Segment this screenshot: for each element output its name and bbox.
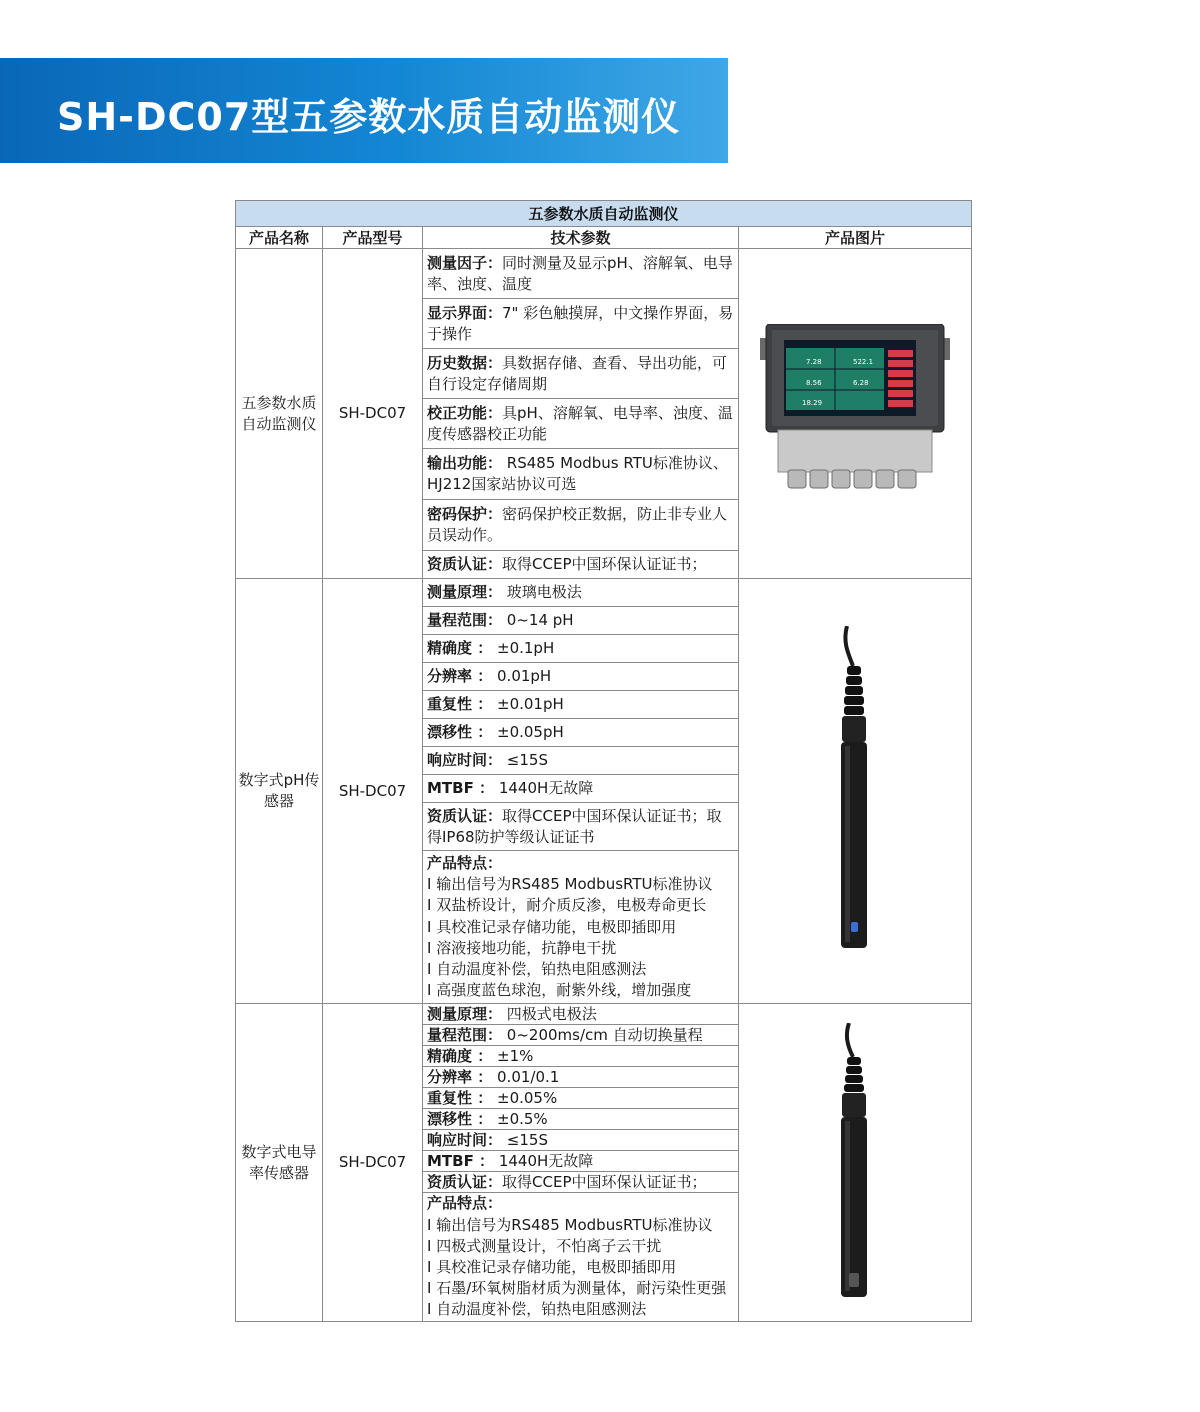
param-label: 重复性 ： xyxy=(427,1088,493,1107)
param-value: ±0.1pH xyxy=(492,639,555,657)
param-item xyxy=(423,1046,738,1067)
param-value: ±0.5% xyxy=(492,1109,548,1128)
feature-item: I 石墨/环氧树脂材质为测量体，耐污染性更强 xyxy=(427,1279,727,1298)
param-value: 0.01/0.1 xyxy=(492,1067,560,1086)
param-item xyxy=(423,1088,738,1109)
param-label: 分辨率 ： xyxy=(427,667,493,685)
param-item xyxy=(423,775,738,803)
param-item xyxy=(423,663,738,691)
screen-button xyxy=(888,400,913,407)
param-label: 精确度 ： xyxy=(427,1046,493,1065)
param-label: 输出功能： xyxy=(427,454,503,472)
product-image-cell xyxy=(739,249,972,579)
param-value: 0.01pH xyxy=(492,667,552,685)
param-value: 取得CCEP中国环保认证证书； xyxy=(502,555,707,573)
param-item xyxy=(423,635,738,663)
param-label: 资质认证： xyxy=(427,1172,503,1191)
param-item xyxy=(423,803,738,851)
param-value: 同时测量及显示pH、溶解氧、电导率、浊度、温度 xyxy=(427,253,733,293)
feature-item: I 双盐桥设计，耐介质反渗，电极寿命更长 xyxy=(427,896,707,915)
param-item xyxy=(423,1109,738,1130)
spec-table xyxy=(235,200,972,1322)
param-item xyxy=(423,551,738,578)
param-value: ±0.05pH xyxy=(492,723,564,741)
param-label: 响应时间： xyxy=(427,751,503,769)
params-list xyxy=(423,579,739,1004)
param-label: 分辨率 ： xyxy=(427,1067,493,1086)
features-block xyxy=(423,1193,738,1320)
strain-relief xyxy=(844,1057,864,1092)
param-value: ±1% xyxy=(492,1046,534,1065)
param-value: ±0.01pH xyxy=(492,695,564,713)
sensor-body xyxy=(841,1117,867,1297)
junction-box xyxy=(778,430,932,472)
param-item xyxy=(423,449,738,500)
param-item xyxy=(423,1004,738,1025)
param-value: ≤15S xyxy=(502,1130,548,1149)
param-value: 具pH、溶解氧、电导率、浊度、温度传感器校正功能 xyxy=(427,403,733,443)
sensor-cable xyxy=(847,1023,853,1057)
param-value: 具数据存储、查看、导出功能，可自行设定存储周期 xyxy=(427,353,728,393)
feature-item: I 四极式测量设计，不怕离子云干扰 xyxy=(427,1236,662,1255)
screen-button xyxy=(888,370,913,377)
param-value: 7" 彩色触摸屏，中文操作界面，易于操作 xyxy=(427,303,734,343)
param-item xyxy=(423,1025,738,1046)
header-banner xyxy=(0,58,728,163)
monitor-image xyxy=(760,324,950,504)
param-value: ≤15S xyxy=(502,751,548,769)
param-value: 0~200ms/cm 自动切换量程 xyxy=(502,1025,703,1044)
table-row-ph-sensor xyxy=(236,579,972,1004)
feature-item: I 自动温度补偿，铂热电阻感测法 xyxy=(427,1300,647,1319)
param-label: 精确度 ： xyxy=(427,639,493,657)
param-value: 四极式电极法 xyxy=(502,1004,597,1023)
product-name: 数字式电导率传感器 xyxy=(236,1004,323,1321)
param-label: 漂移性 ： xyxy=(427,723,493,741)
features-block xyxy=(423,851,738,1003)
sensor-connector xyxy=(842,716,866,742)
reading-turb: 6.28 xyxy=(853,378,869,387)
ph-sensor-image xyxy=(825,626,885,956)
product-model: SH-DC07 xyxy=(323,249,423,579)
screen-button xyxy=(888,390,913,397)
strain-relief xyxy=(844,666,864,715)
product-name: 数字式pH传感器 xyxy=(236,579,323,1004)
sensor-tip xyxy=(849,1273,859,1287)
param-value: RS485 Modbus RTU标准协议、HJ212国家站协议可选 xyxy=(427,454,728,493)
table-row-monitor xyxy=(236,249,972,579)
feature-item: I 自动温度补偿，铂热电阻感测法 xyxy=(427,960,647,979)
param-label: 校正功能： xyxy=(427,403,503,422)
param-value: 取得CCEP中国环保认证证书； xyxy=(502,1172,707,1191)
param-value: 1440H无故障 xyxy=(494,779,594,797)
param-label: 漂移性 ： xyxy=(427,1109,493,1128)
feature-item: I 输出信号为RS485 ModbusRTU标准协议 xyxy=(427,1215,713,1234)
feature-item: I 输出信号为RS485 ModbusRTU标准协议 xyxy=(427,875,713,894)
params-list xyxy=(423,1004,739,1321)
param-label: 测量因子： xyxy=(427,253,503,272)
screen-button xyxy=(888,380,913,387)
feature-item: I 高强度蓝色球泡，耐紫外线，增加强度 xyxy=(427,981,692,1000)
header-tech-params: 技术参数 xyxy=(423,227,739,249)
param-item xyxy=(423,500,738,551)
header-product-name: 产品名称 xyxy=(236,227,323,249)
header-product-image: 产品图片 xyxy=(739,227,972,249)
sensor-body xyxy=(841,742,867,948)
page-title: SH-DC07型五参数水质自动监测仪 xyxy=(57,95,681,139)
param-value: ±0.05% xyxy=(492,1088,558,1107)
reading-cond: 522.1 xyxy=(853,357,874,366)
param-item xyxy=(423,607,738,635)
param-label: 显示界面： xyxy=(427,303,503,322)
param-item xyxy=(423,299,738,349)
param-label: 测量原理： xyxy=(427,583,503,601)
param-value: 密码保护校正数据，防止非专业人员误动作。 xyxy=(427,505,728,544)
table-title-row xyxy=(236,201,972,227)
table-row-conductivity-sensor xyxy=(236,1004,972,1321)
param-item xyxy=(423,1172,738,1193)
param-label: 资质认证： xyxy=(427,806,503,825)
param-item xyxy=(423,747,738,775)
param-item xyxy=(423,1130,738,1151)
screen-button xyxy=(888,360,913,367)
param-label: 历史数据： xyxy=(427,353,503,372)
param-item xyxy=(423,579,738,607)
param-value: 1440H无故障 xyxy=(494,1151,594,1170)
params-list xyxy=(423,249,739,579)
header-product-model: 产品型号 xyxy=(323,227,423,249)
reading-do: 8.56 xyxy=(806,378,822,387)
feature-item: I 溶液接地功能，抗静电干扰 xyxy=(427,938,617,957)
screen-button xyxy=(888,350,913,357)
param-item xyxy=(423,691,738,719)
param-item xyxy=(423,399,738,449)
param-item xyxy=(423,249,738,299)
param-label: MTBF ： xyxy=(427,1151,495,1170)
product-image-cell xyxy=(739,579,972,1004)
table-title: 五参数水质自动监测仪 xyxy=(236,201,972,227)
cable-glands xyxy=(788,470,916,488)
param-label: 测量原理： xyxy=(427,1004,503,1023)
param-value: 玻璃电极法 xyxy=(502,583,582,601)
conductivity-sensor-image xyxy=(825,1023,885,1303)
reading-temp: 18.29 xyxy=(802,398,823,407)
param-label: 重复性 ： xyxy=(427,695,493,713)
param-item xyxy=(423,349,738,399)
sensor-cable xyxy=(845,626,853,666)
param-label: 量程范围： xyxy=(427,611,503,629)
product-model: SH-DC07 xyxy=(323,579,423,1004)
features-label: 产品特点： xyxy=(427,1194,503,1213)
sensor-connector xyxy=(842,1093,866,1117)
reading-ph: 7.28 xyxy=(806,357,822,366)
param-value: 0~14 pH xyxy=(502,611,574,629)
param-item xyxy=(423,1151,738,1172)
param-label: 量程范围： xyxy=(427,1025,503,1044)
product-name: 五参数水质自动监测仪 xyxy=(236,249,323,579)
param-label: 密码保护： xyxy=(427,505,503,523)
table-header-row xyxy=(236,227,972,249)
param-label: 资质认证： xyxy=(427,555,503,573)
param-value: 取得CCEP中国环保认证证书；取得IP68防护等级认证证书 xyxy=(427,806,722,846)
product-model: SH-DC07 xyxy=(323,1004,423,1321)
param-label: MTBF ： xyxy=(427,779,495,797)
feature-item: I 具校准记录存储功能，电极即插即用 xyxy=(427,917,677,936)
features-label: 产品特点： xyxy=(427,854,503,872)
product-image-cell xyxy=(739,1004,972,1321)
param-item xyxy=(423,1067,738,1088)
param-item xyxy=(423,719,738,747)
feature-item: I 具校准记录存储功能，电极即插即用 xyxy=(427,1258,677,1277)
sensor-bulb xyxy=(851,922,858,932)
param-label: 响应时间： xyxy=(427,1130,503,1149)
